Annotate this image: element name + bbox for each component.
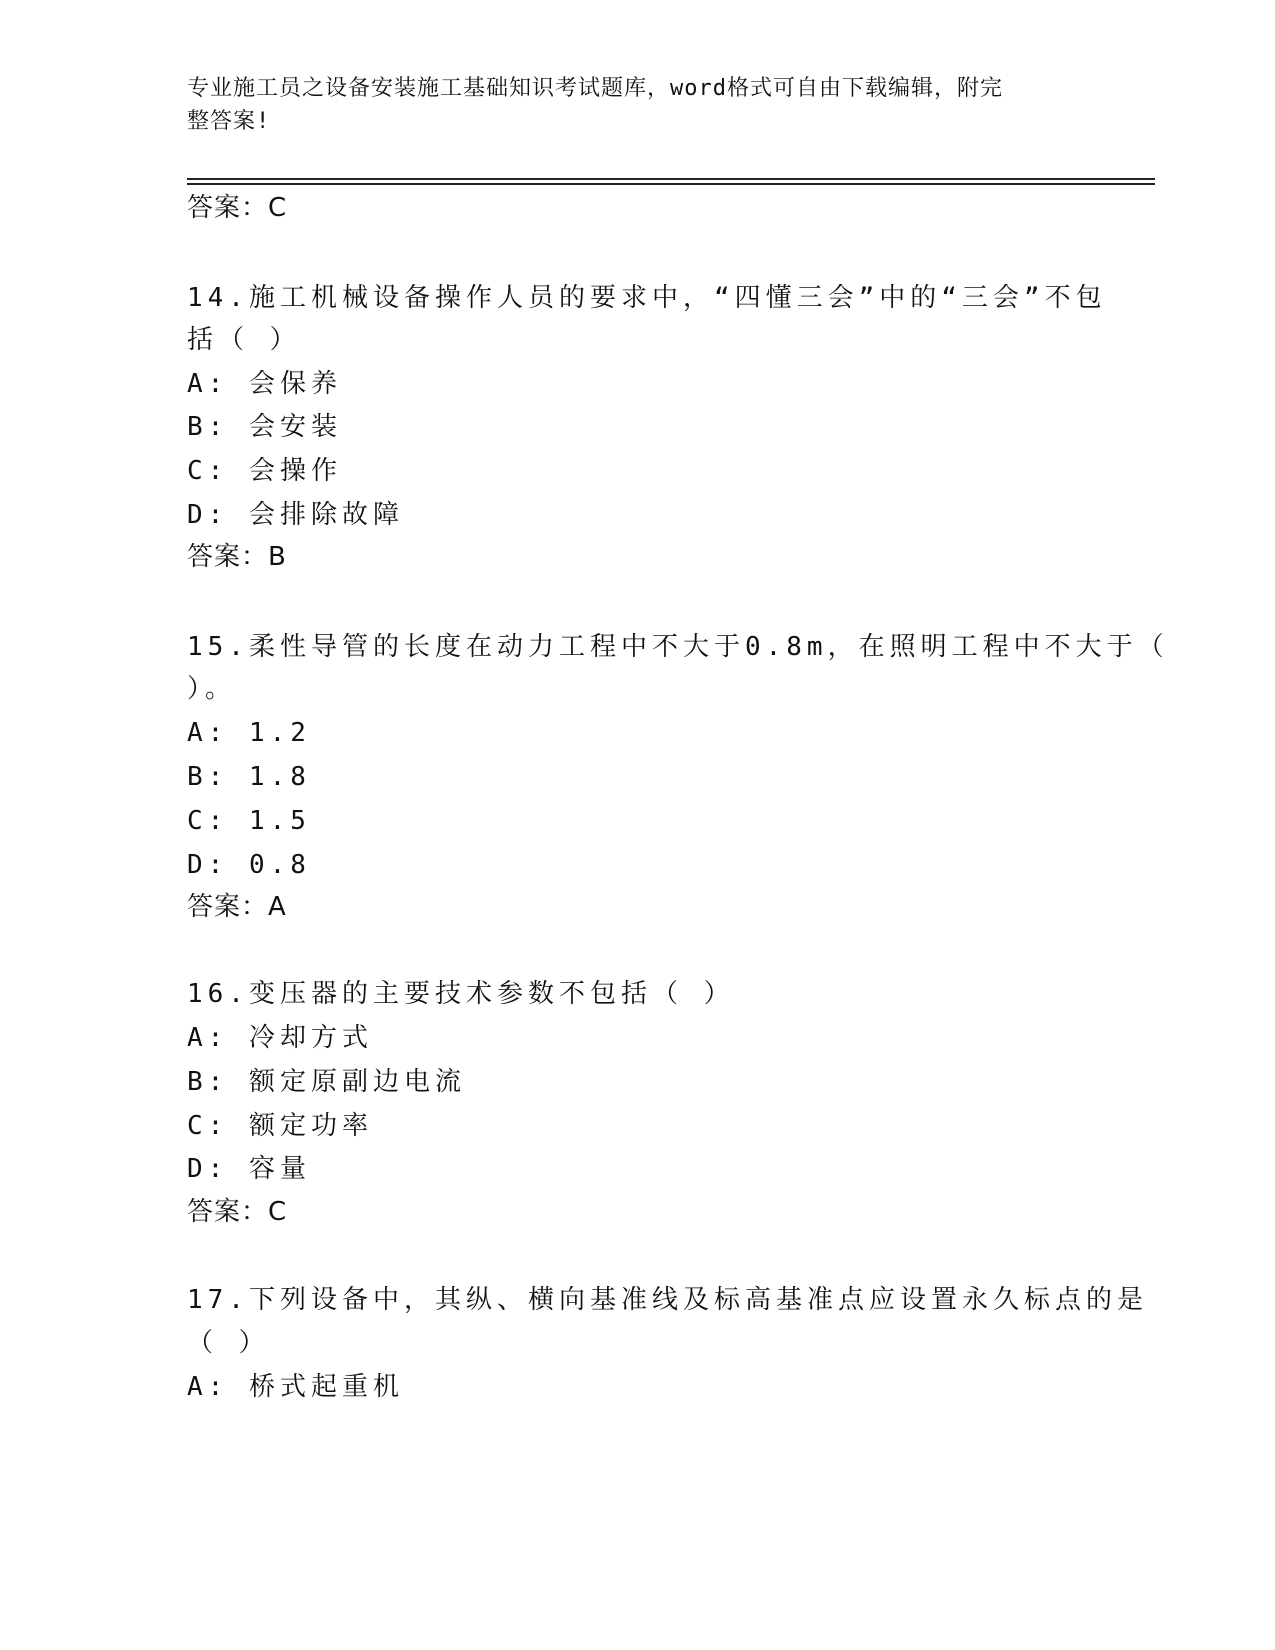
q16-option-d: D: 容量 xyxy=(187,1154,311,1184)
q14-option-b: B: 会安装 xyxy=(187,412,342,442)
answer-q14: 答案：B xyxy=(187,542,287,572)
question-17-text-cont: （ ） xyxy=(187,1328,270,1358)
q15-option-a: A: 1.2 xyxy=(187,718,311,748)
header-line-2: 整答案! xyxy=(187,109,271,134)
question-15-text-cont: ）。 xyxy=(187,674,237,704)
header-divider-bottom xyxy=(187,183,1155,185)
q16-option-a: A: 冷却方式 xyxy=(187,1023,373,1053)
q16-option-b: B: 额定原副边电流 xyxy=(187,1067,466,1097)
q14-option-a: A: 会保养 xyxy=(187,369,342,399)
answer-q15: 答案：A xyxy=(187,892,287,922)
question-14-text: 14.施工机械设备操作人员的要求中，“四懂三会”中的“三会”不包 xyxy=(187,283,1107,313)
q15-option-d: D: 0.8 xyxy=(187,850,311,880)
q17-option-a: A: 桥式起重机 xyxy=(187,1372,404,1402)
q15-option-b: B: 1.8 xyxy=(187,762,311,792)
q14-option-d: D: 会排除故障 xyxy=(187,500,404,530)
question-16-text: 16.变压器的主要技术参数不包括（ ） xyxy=(187,979,735,1009)
question-15-text: 15.柔性导管的长度在动力工程中不大于0.8m，在照明工程中不大于（ xyxy=(187,632,1169,662)
q14-option-c: C: 会操作 xyxy=(187,456,342,486)
question-17-text: 17.下列设备中，其纵、横向基准线及标高基准点应设置永久标点的是 xyxy=(187,1285,1148,1315)
header-line-1: 专业施工员之设备安装施工基础知识考试题库，word格式可自由下载编辑，附完 xyxy=(187,76,1003,101)
answer-prev: 答案：C xyxy=(187,193,288,223)
answer-q16: 答案：C xyxy=(187,1197,288,1227)
q15-option-c: C: 1.5 xyxy=(187,806,311,836)
document-header xyxy=(187,72,1067,138)
header-divider-top xyxy=(187,178,1155,180)
q16-option-c: C: 额定功率 xyxy=(187,1111,373,1141)
question-14-text-cont: 括（ ） xyxy=(187,325,301,355)
